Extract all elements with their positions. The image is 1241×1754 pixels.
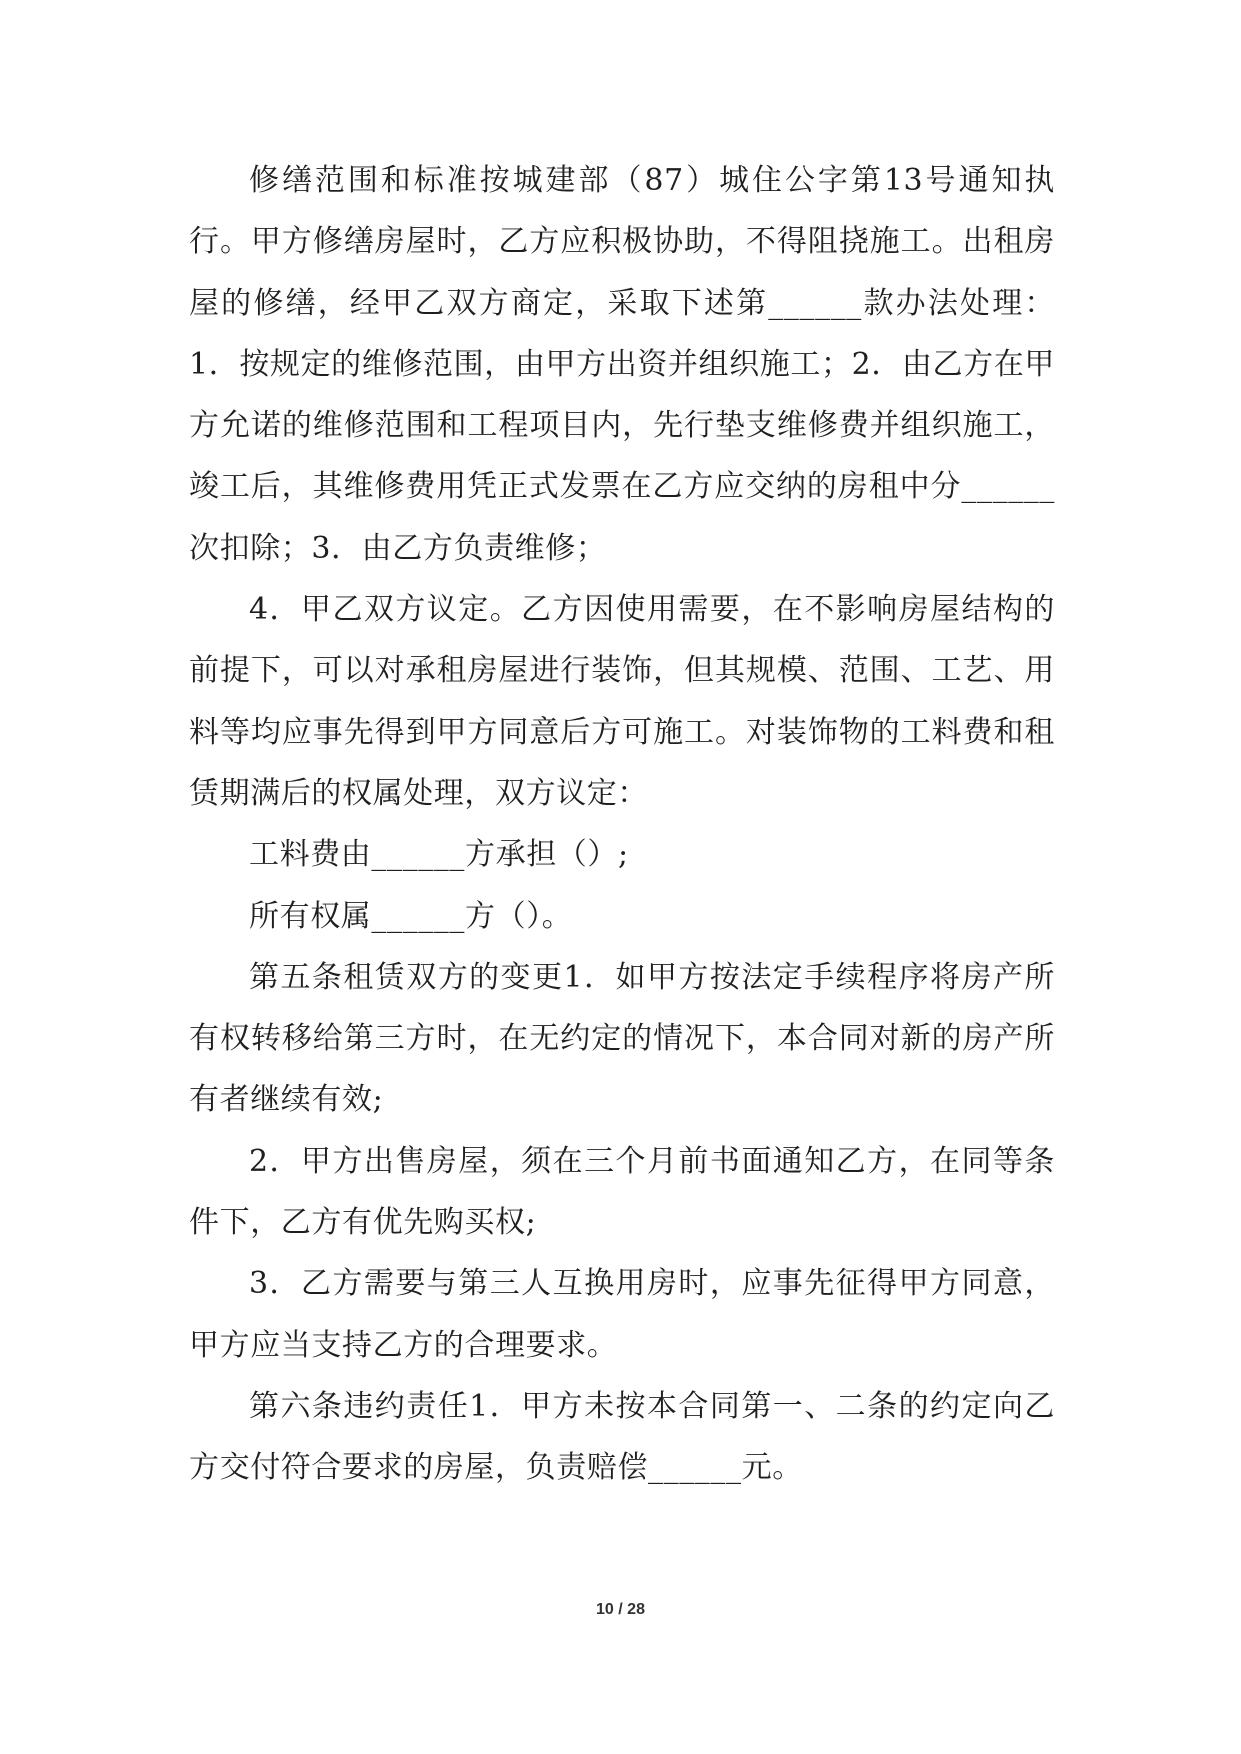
paragraph-decoration-agreement: 4．甲乙双方议定。乙方因使用需要，在不影响房屋结构的前提下，可以对承租房屋进行装饰，但其规模、范围、工艺、用料等均应事先得到甲方同意后方可施工。对装饰物的工料费和租赁期满后的权属处理，双方议定： (189, 592, 1055, 811)
paragraph-ownership: 所有权属______方（）。 (249, 898, 573, 934)
page-number: 10 / 28 (596, 1601, 645, 1618)
paragraph-article-6-liability: 第六条违约责任1．甲方未按本合同第一、二条的约定向乙方交付符合要求的房屋，负责赔偿______元。 (189, 1388, 1055, 1486)
paragraph-repair-scope: 修缮范围和标准按城建部（87）城住公字第13号通知执行。甲方修缮房屋时，乙方应积极协助，不得阻挠施工。出租房屋的修缮，经甲乙双方商定，采取下述第______款办法处理：1．按规定的维修范围，由甲方出资并组织施工；2．由乙方在甲方允诺的维修范围和工程项目内，先行垫支维修费并组织施工，竣工后，其维修费用凭正式发票在乙方应交纳的房租中分______次扣除；3．由乙方负责维修； (189, 163, 1055, 566)
paragraph-article-5-exchange: 3．乙方需要与第三人互换用房时，应事先征得甲方同意，甲方应当支持乙方的合理要求。 (189, 1266, 1055, 1363)
paragraph-article-5-transfer: 第五条租赁双方的变更1．如甲方按法定手续程序将房产所有权转移给第三方时，在无约定的情况下，本合同对新的房产所有者继续有效; (189, 959, 1055, 1118)
paragraph-labor-cost: 工料费由______方承担（）; (249, 837, 629, 873)
paragraph-article-5-sale: 2．甲方出售房屋，须在三个月前书面通知乙方，在同等条件下，乙方有优先购买权; (189, 1143, 1055, 1241)
document-body (189, 150, 1055, 1499)
